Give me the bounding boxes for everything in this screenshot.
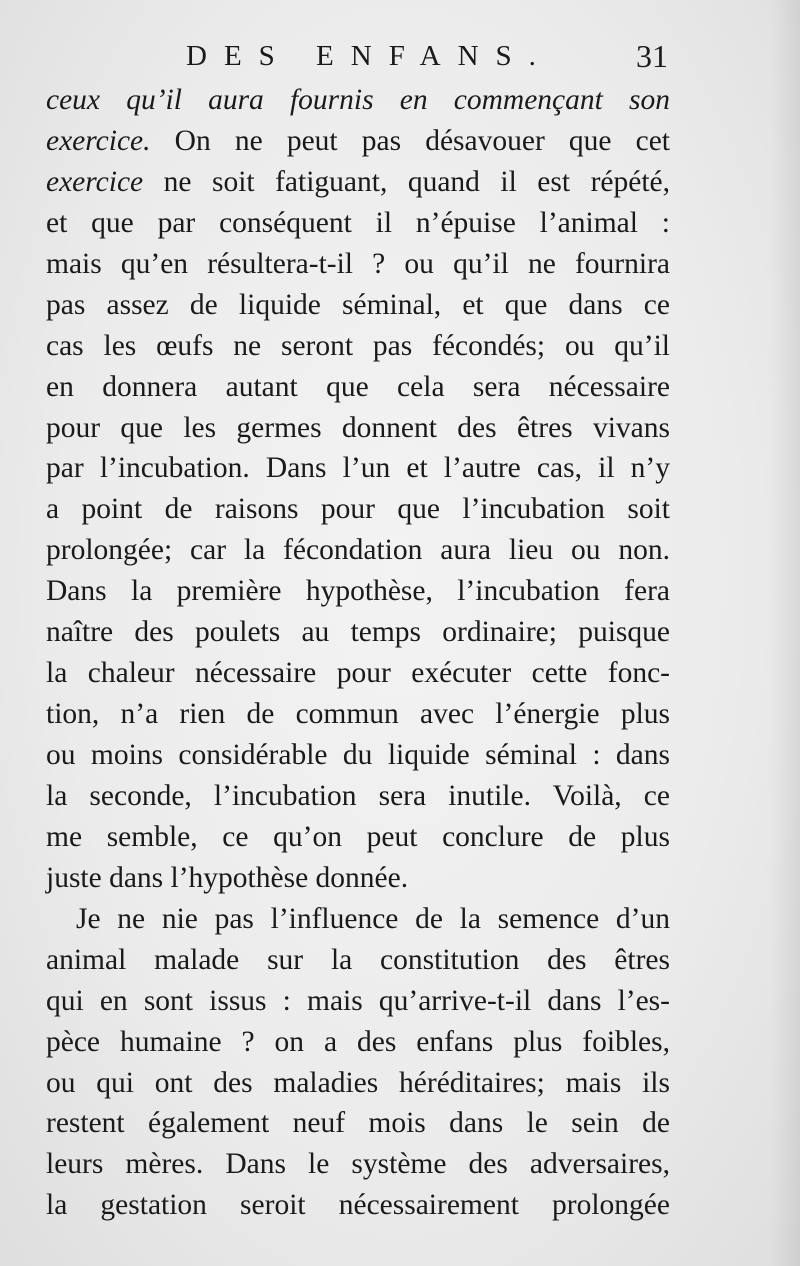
text-line: me semble, ce qu’on peut conclure de plus [46, 820, 670, 853]
text-line: en donnera autant que cela sera nécessaire [46, 370, 670, 403]
text-line: animal malade sur la constitution des êtres [46, 943, 670, 976]
text-line: la seconde, l’incubation sera inutile. Voilà, ce [46, 779, 670, 812]
text-line: la gestation seroit nécessairement prolongée [46, 1189, 670, 1222]
text-line: cas les œufs ne seront pas fécondés; ou qu’il [46, 329, 670, 362]
text-line: et que par conséquent il n’épuise l’animal : [46, 206, 670, 239]
text-line: pèce humaine ? on a des enfans plus foibles, [46, 1025, 670, 1058]
text-line: leurs mères. Dans le système des adversaires, [46, 1148, 670, 1181]
text-line: pour que les germes donnent des êtres vivans [46, 411, 670, 444]
text-line: pas assez de liquide séminal, et que dans ce [46, 288, 670, 321]
text-line: ou qui ont des maladies héréditaires; mais ils [46, 1066, 670, 1099]
text-line: qui en sont issus : mais qu’arrive-t-il dans l’es- [46, 984, 670, 1017]
text-line: mais qu’en résultera-t-il ? ou qu’il ne fournira [46, 247, 670, 280]
text-line: a point de raisons pour que l’incubation soit [46, 493, 670, 526]
text-line: naître des poulets au temps ordinaire; puisque [46, 616, 670, 649]
text-line: restent également neuf mois dans le sein de [46, 1107, 670, 1140]
text-line: juste dans l’hypothèse donnée. [46, 861, 409, 894]
text-fragment: On ne peut pas désavouer que cet [174, 124, 671, 157]
text-fragment: exercice. [46, 124, 151, 157]
text-fragment: ne soit fatiguant, quand il est répété, [163, 165, 670, 198]
text-line: Je ne nie pas l’influence de la semence d’un [76, 902, 670, 935]
text-line: ou moins considérable du liquide séminal : dans [46, 739, 670, 771]
page-number: 31 [636, 38, 668, 74]
text-line: Dans la première hypothèse, l’incubation fera [46, 575, 670, 608]
page-header [0, 34, 800, 78]
page-edge-shadow [770, 0, 800, 1266]
body-text [46, 80, 670, 1226]
running-title: DES ENFANS. [186, 40, 553, 72]
text-line: ceux qu’il aura fournis en commençant son [46, 84, 670, 116]
text-line [46, 162, 670, 203]
text-fragment: exercice [46, 165, 144, 198]
text-line: par l’incubation. Dans l’un et l’autre cas, il n’y [46, 452, 670, 485]
text-line: tion, n’a rien de commun avec l’énergie plus [46, 698, 670, 731]
text-line: prolongée; car la fécondation aura lieu ou non. [46, 534, 670, 567]
text-line [46, 121, 670, 162]
text-line: la chaleur nécessaire pour exécuter cette fonc- [46, 657, 670, 690]
